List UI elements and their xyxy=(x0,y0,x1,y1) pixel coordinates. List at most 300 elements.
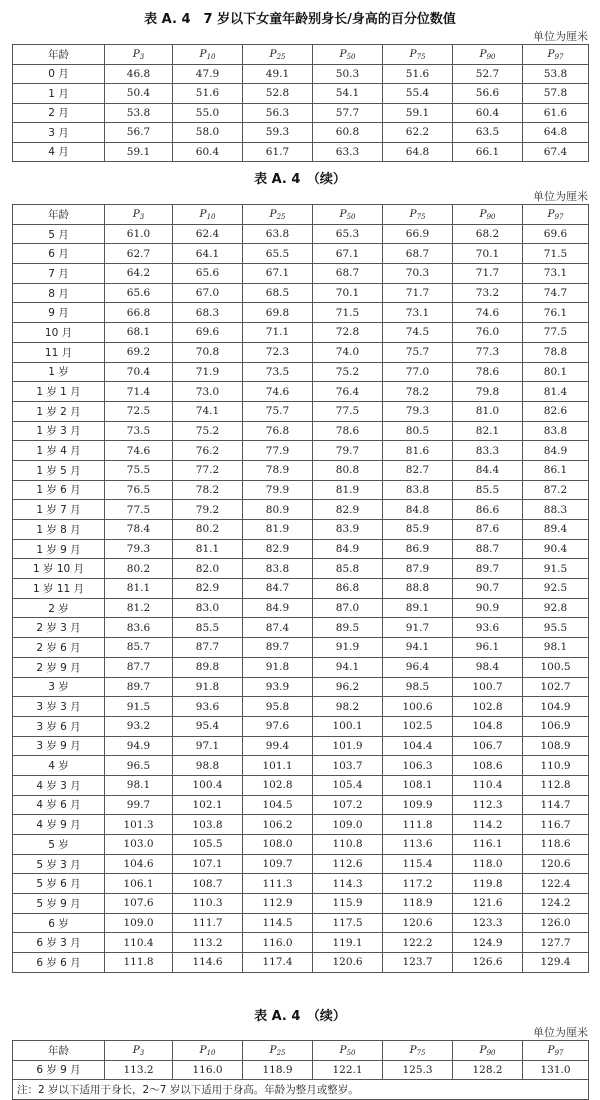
header-percentile: $P_{90}$ xyxy=(453,45,523,65)
value-cell: 104.4 xyxy=(383,736,453,756)
value-cell: 83.9 xyxy=(313,520,383,540)
value-cell: 78.6 xyxy=(313,421,383,441)
value-cell: 127.7 xyxy=(523,933,589,953)
value-cell: 122.4 xyxy=(523,874,589,894)
header-percentile: $P_{50}$ xyxy=(313,1041,383,1061)
value-cell: 74.6 xyxy=(105,441,173,461)
value-cell: 90.4 xyxy=(523,539,589,559)
value-cell: 64.1 xyxy=(173,244,243,264)
value-cell: 96.5 xyxy=(105,756,173,776)
header-percentile: $P_{97}$ xyxy=(523,1041,589,1061)
table-row xyxy=(13,480,589,500)
value-cell: 70.3 xyxy=(383,264,453,284)
value-cell: 107.1 xyxy=(173,854,243,874)
header-row xyxy=(13,1041,589,1061)
value-cell: 59.1 xyxy=(105,142,173,162)
value-cell: 73.1 xyxy=(523,264,589,284)
age-cell: 1 岁 11 月 xyxy=(13,579,105,599)
age-cell: 2 岁 xyxy=(13,598,105,618)
value-cell: 101.3 xyxy=(105,815,173,835)
value-cell: 119.8 xyxy=(453,874,523,894)
value-cell: 89.8 xyxy=(173,657,243,677)
value-cell: 81.2 xyxy=(105,598,173,618)
value-cell: 81.9 xyxy=(313,480,383,500)
value-cell: 109.7 xyxy=(243,854,313,874)
value-cell: 98.8 xyxy=(173,756,243,776)
header-percentile: $P_{10}$ xyxy=(173,205,243,225)
value-cell: 108.7 xyxy=(173,874,243,894)
value-cell: 117.5 xyxy=(313,913,383,933)
value-cell: 102.5 xyxy=(383,716,453,736)
value-cell: 111.8 xyxy=(105,953,173,973)
age-cell: 2 岁 9 月 xyxy=(13,657,105,677)
value-cell: 118.0 xyxy=(453,854,523,874)
value-cell: 122.1 xyxy=(313,1060,383,1080)
value-cell: 121.6 xyxy=(453,894,523,914)
value-cell: 74.5 xyxy=(383,323,453,343)
value-cell: 68.7 xyxy=(383,244,453,264)
value-cell: 72.8 xyxy=(313,323,383,343)
value-cell: 82.9 xyxy=(173,579,243,599)
table-row xyxy=(13,64,589,84)
header-age: 年龄 xyxy=(13,205,105,225)
value-cell: 51.6 xyxy=(383,64,453,84)
value-cell: 83.8 xyxy=(243,559,313,579)
value-cell: 114.2 xyxy=(453,815,523,835)
header-percentile: $P_3$ xyxy=(105,205,173,225)
value-cell: 74.6 xyxy=(453,303,523,323)
table-row xyxy=(13,775,589,795)
value-cell: 109.0 xyxy=(313,815,383,835)
value-cell: 104.6 xyxy=(105,854,173,874)
table2 xyxy=(12,204,589,973)
value-cell: 77.0 xyxy=(383,362,453,382)
value-cell: 79.7 xyxy=(313,441,383,461)
value-cell: 67.1 xyxy=(243,264,313,284)
value-cell: 65.6 xyxy=(105,283,173,303)
value-cell: 69.2 xyxy=(105,342,173,362)
value-cell: 124.2 xyxy=(523,894,589,914)
age-cell: 3 岁 xyxy=(13,677,105,697)
age-cell: 1 岁 10 月 xyxy=(13,559,105,579)
value-cell: 100.1 xyxy=(313,716,383,736)
value-cell: 77.5 xyxy=(105,500,173,520)
value-cell: 109.0 xyxy=(105,913,173,933)
header-percentile: $P_3$ xyxy=(105,45,173,65)
table-row xyxy=(13,244,589,264)
age-cell: 11 月 xyxy=(13,342,105,362)
table-row xyxy=(13,421,589,441)
value-cell: 89.7 xyxy=(243,638,313,658)
value-cell: 87.2 xyxy=(523,480,589,500)
value-cell: 67.0 xyxy=(173,283,243,303)
table-row xyxy=(13,382,589,402)
value-cell: 68.2 xyxy=(453,224,523,244)
value-cell: 87.7 xyxy=(105,657,173,677)
value-cell: 75.5 xyxy=(105,460,173,480)
value-cell: 82.7 xyxy=(383,460,453,480)
value-cell: 59.1 xyxy=(383,103,453,123)
value-cell: 53.8 xyxy=(105,103,173,123)
value-cell: 74.6 xyxy=(243,382,313,402)
age-cell: 1 岁 7 月 xyxy=(13,500,105,520)
value-cell: 108.1 xyxy=(383,775,453,795)
table-row xyxy=(13,657,589,677)
value-cell: 77.9 xyxy=(243,441,313,461)
value-cell: 65.5 xyxy=(243,244,313,264)
age-cell: 9 月 xyxy=(13,303,105,323)
value-cell: 66.8 xyxy=(105,303,173,323)
table-row xyxy=(13,933,589,953)
table1 xyxy=(12,44,589,162)
value-cell: 89.1 xyxy=(383,598,453,618)
header-percentile: $P_{10}$ xyxy=(173,45,243,65)
age-cell: 4 岁 9 月 xyxy=(13,815,105,835)
value-cell: 81.6 xyxy=(383,441,453,461)
table1-unit: 单位为厘米 xyxy=(533,30,588,43)
value-cell: 87.0 xyxy=(313,598,383,618)
age-cell: 3 岁 9 月 xyxy=(13,736,105,756)
header-percentile: $P_{97}$ xyxy=(523,45,589,65)
value-cell: 70.4 xyxy=(105,362,173,382)
value-cell: 64.8 xyxy=(383,142,453,162)
value-cell: 71.5 xyxy=(313,303,383,323)
value-cell: 77.5 xyxy=(523,323,589,343)
value-cell: 118.9 xyxy=(243,1060,313,1080)
value-cell: 79.2 xyxy=(173,500,243,520)
age-cell: 5 岁 9 月 xyxy=(13,894,105,914)
value-cell: 82.9 xyxy=(313,500,383,520)
value-cell: 59.3 xyxy=(243,123,313,143)
value-cell: 90.9 xyxy=(453,598,523,618)
value-cell: 96.4 xyxy=(383,657,453,677)
value-cell: 113.2 xyxy=(173,933,243,953)
value-cell: 112.9 xyxy=(243,894,313,914)
age-cell: 3 岁 6 月 xyxy=(13,716,105,736)
value-cell: 101.9 xyxy=(313,736,383,756)
value-cell: 97.1 xyxy=(173,736,243,756)
value-cell: 89.7 xyxy=(453,559,523,579)
table-row xyxy=(13,677,589,697)
value-cell: 87.9 xyxy=(383,559,453,579)
value-cell: 110.3 xyxy=(173,894,243,914)
value-cell: 78.2 xyxy=(173,480,243,500)
age-cell: 8 月 xyxy=(13,283,105,303)
value-cell: 81.0 xyxy=(453,401,523,421)
value-cell: 55.0 xyxy=(173,103,243,123)
value-cell: 88.3 xyxy=(523,500,589,520)
value-cell: 106.2 xyxy=(243,815,313,835)
value-cell: 85.5 xyxy=(453,480,523,500)
value-cell: 124.9 xyxy=(453,933,523,953)
value-cell: 62.7 xyxy=(105,244,173,264)
table2-title: 表 A. 4 （续） xyxy=(254,172,346,187)
value-cell: 99.4 xyxy=(243,736,313,756)
value-cell: 89.4 xyxy=(523,520,589,540)
table-row xyxy=(13,520,589,540)
value-cell: 89.5 xyxy=(313,618,383,638)
value-cell: 88.7 xyxy=(453,539,523,559)
value-cell: 93.6 xyxy=(453,618,523,638)
value-cell: 110.8 xyxy=(313,835,383,855)
table-row xyxy=(13,103,589,123)
value-cell: 80.5 xyxy=(383,421,453,441)
table-row xyxy=(13,283,589,303)
value-cell: 84.4 xyxy=(453,460,523,480)
table-row xyxy=(13,323,589,343)
value-cell: 100.6 xyxy=(383,697,453,717)
table3-title: 表 A. 4 （续） xyxy=(254,1009,346,1024)
age-cell: 2 岁 3 月 xyxy=(13,618,105,638)
value-cell: 80.2 xyxy=(105,559,173,579)
value-cell: 54.1 xyxy=(313,84,383,104)
value-cell: 87.6 xyxy=(453,520,523,540)
age-cell: 1 岁 6 月 xyxy=(13,480,105,500)
value-cell: 71.4 xyxy=(105,382,173,402)
value-cell: 60.4 xyxy=(173,142,243,162)
value-cell: 114.5 xyxy=(243,913,313,933)
value-cell: 64.8 xyxy=(523,123,589,143)
value-cell: 83.6 xyxy=(105,618,173,638)
value-cell: 108.0 xyxy=(243,835,313,855)
value-cell: 93.9 xyxy=(243,677,313,697)
value-cell: 81.4 xyxy=(523,382,589,402)
table-row xyxy=(13,913,589,933)
value-cell: 123.3 xyxy=(453,913,523,933)
value-cell: 74.0 xyxy=(313,342,383,362)
table-row xyxy=(13,1060,589,1080)
value-cell: 47.9 xyxy=(173,64,243,84)
value-cell: 77.2 xyxy=(173,460,243,480)
age-cell: 1 岁 2 月 xyxy=(13,401,105,421)
value-cell: 93.6 xyxy=(173,697,243,717)
value-cell: 85.8 xyxy=(313,559,383,579)
value-cell: 98.1 xyxy=(523,638,589,658)
value-cell: 117.4 xyxy=(243,953,313,973)
value-cell: 70.8 xyxy=(173,342,243,362)
value-cell: 81.9 xyxy=(243,520,313,540)
value-cell: 104.9 xyxy=(523,697,589,717)
header-percentile: $P_{25}$ xyxy=(243,205,313,225)
age-cell: 6 岁 9 月 xyxy=(13,1060,105,1080)
value-cell: 105.4 xyxy=(313,775,383,795)
table-row xyxy=(13,342,589,362)
value-cell: 126.0 xyxy=(523,913,589,933)
value-cell: 114.7 xyxy=(523,795,589,815)
age-cell: 2 月 xyxy=(13,103,105,123)
value-cell: 106.3 xyxy=(383,756,453,776)
value-cell: 95.4 xyxy=(173,716,243,736)
age-cell: 6 岁 6 月 xyxy=(13,953,105,973)
value-cell: 61.0 xyxy=(105,224,173,244)
value-cell: 106.7 xyxy=(453,736,523,756)
value-cell: 76.2 xyxy=(173,441,243,461)
header-age: 年龄 xyxy=(13,1041,105,1061)
value-cell: 107.2 xyxy=(313,795,383,815)
value-cell: 78.8 xyxy=(523,342,589,362)
value-cell: 107.6 xyxy=(105,894,173,914)
value-cell: 94.1 xyxy=(383,638,453,658)
value-cell: 75.7 xyxy=(383,342,453,362)
value-cell: 71.7 xyxy=(383,283,453,303)
table-row xyxy=(13,142,589,162)
value-cell: 111.8 xyxy=(383,815,453,835)
value-cell: 78.9 xyxy=(243,460,313,480)
value-cell: 68.1 xyxy=(105,323,173,343)
value-cell: 60.8 xyxy=(313,123,383,143)
value-cell: 66.9 xyxy=(383,224,453,244)
value-cell: 93.2 xyxy=(105,716,173,736)
value-cell: 76.4 xyxy=(313,382,383,402)
value-cell: 110.4 xyxy=(105,933,173,953)
value-cell: 46.8 xyxy=(105,64,173,84)
value-cell: 112.8 xyxy=(523,775,589,795)
value-cell: 68.5 xyxy=(243,283,313,303)
value-cell: 125.3 xyxy=(383,1060,453,1080)
value-cell: 71.7 xyxy=(453,264,523,284)
value-cell: 61.7 xyxy=(243,142,313,162)
value-cell: 77.5 xyxy=(313,401,383,421)
value-cell: 81.1 xyxy=(173,539,243,559)
table-row xyxy=(13,815,589,835)
value-cell: 58.0 xyxy=(173,123,243,143)
value-cell: 111.3 xyxy=(243,874,313,894)
value-cell: 104.8 xyxy=(453,716,523,736)
age-cell: 5 岁 xyxy=(13,835,105,855)
header-percentile: $P_{25}$ xyxy=(243,1041,313,1061)
value-cell: 52.7 xyxy=(453,64,523,84)
value-cell: 51.6 xyxy=(173,84,243,104)
value-cell: 60.4 xyxy=(453,103,523,123)
table-row xyxy=(13,460,589,480)
value-cell: 120.6 xyxy=(313,953,383,973)
value-cell: 103.0 xyxy=(105,835,173,855)
value-cell: 104.5 xyxy=(243,795,313,815)
value-cell: 108.6 xyxy=(453,756,523,776)
table-note: 注：2 岁以下适用于身长，2～7 岁以下适用于身高。年龄为整月或整岁。 xyxy=(13,1080,589,1100)
value-cell: 79.8 xyxy=(453,382,523,402)
value-cell: 87.7 xyxy=(173,638,243,658)
table3 xyxy=(12,1040,589,1100)
age-cell: 6 月 xyxy=(13,244,105,264)
table-row xyxy=(13,224,589,244)
value-cell: 75.2 xyxy=(173,421,243,441)
value-cell: 114.3 xyxy=(313,874,383,894)
value-cell: 100.4 xyxy=(173,775,243,795)
age-cell: 3 月 xyxy=(13,123,105,143)
value-cell: 123.7 xyxy=(383,953,453,973)
value-cell: 82.9 xyxy=(243,539,313,559)
value-cell: 117.2 xyxy=(383,874,453,894)
age-cell: 2 岁 6 月 xyxy=(13,638,105,658)
header-row xyxy=(13,45,589,65)
table2-unit: 单位为厘米 xyxy=(533,190,588,203)
value-cell: 62.2 xyxy=(383,123,453,143)
value-cell: 74.7 xyxy=(523,283,589,303)
value-cell: 71.1 xyxy=(243,323,313,343)
value-cell: 112.3 xyxy=(453,795,523,815)
table-row xyxy=(13,539,589,559)
value-cell: 68.3 xyxy=(173,303,243,323)
value-cell: 90.7 xyxy=(453,579,523,599)
value-cell: 89.7 xyxy=(105,677,173,697)
value-cell: 67.4 xyxy=(523,142,589,162)
value-cell: 100.7 xyxy=(453,677,523,697)
value-cell: 106.9 xyxy=(523,716,589,736)
value-cell: 73.5 xyxy=(105,421,173,441)
value-cell: 131.0 xyxy=(523,1060,589,1080)
value-cell: 76.1 xyxy=(523,303,589,323)
value-cell: 110.4 xyxy=(453,775,523,795)
table-row xyxy=(13,579,589,599)
value-cell: 85.9 xyxy=(383,520,453,540)
value-cell: 98.4 xyxy=(453,657,523,677)
header-percentile: $P_{25}$ xyxy=(243,45,313,65)
value-cell: 106.1 xyxy=(105,874,173,894)
value-cell: 80.1 xyxy=(523,362,589,382)
age-cell: 1 岁 3 月 xyxy=(13,421,105,441)
value-cell: 67.1 xyxy=(313,244,383,264)
value-cell: 79.3 xyxy=(105,539,173,559)
age-cell: 4 岁 xyxy=(13,756,105,776)
value-cell: 78.4 xyxy=(105,520,173,540)
age-cell: 6 岁 xyxy=(13,913,105,933)
value-cell: 91.7 xyxy=(383,618,453,638)
value-cell: 62.4 xyxy=(173,224,243,244)
table-row xyxy=(13,84,589,104)
table-row xyxy=(13,303,589,323)
value-cell: 110.9 xyxy=(523,756,589,776)
header-percentile: $P_{75}$ xyxy=(383,205,453,225)
value-cell: 69.6 xyxy=(173,323,243,343)
value-cell: 116.0 xyxy=(243,933,313,953)
value-cell: 120.6 xyxy=(523,854,589,874)
age-cell: 5 岁 6 月 xyxy=(13,874,105,894)
value-cell: 85.5 xyxy=(173,618,243,638)
value-cell: 84.8 xyxy=(383,500,453,520)
table-row xyxy=(13,716,589,736)
age-cell: 5 月 xyxy=(13,224,105,244)
table-row xyxy=(13,598,589,618)
value-cell: 75.7 xyxy=(243,401,313,421)
value-cell: 85.7 xyxy=(105,638,173,658)
value-cell: 115.4 xyxy=(383,854,453,874)
value-cell: 66.1 xyxy=(453,142,523,162)
value-cell: 80.2 xyxy=(173,520,243,540)
value-cell: 122.2 xyxy=(383,933,453,953)
value-cell: 78.6 xyxy=(453,362,523,382)
value-cell: 65.3 xyxy=(313,224,383,244)
table-row xyxy=(13,697,589,717)
value-cell: 102.7 xyxy=(523,677,589,697)
age-cell: 1 岁 4 月 xyxy=(13,441,105,461)
table-row xyxy=(13,123,589,143)
value-cell: 88.8 xyxy=(383,579,453,599)
table-row xyxy=(13,401,589,421)
age-cell: 1 月 xyxy=(13,84,105,104)
table-row xyxy=(13,894,589,914)
value-cell: 83.8 xyxy=(383,480,453,500)
value-cell: 73.0 xyxy=(173,382,243,402)
header-percentile: $P_3$ xyxy=(105,1041,173,1061)
value-cell: 128.2 xyxy=(453,1060,523,1080)
table-row xyxy=(13,874,589,894)
value-cell: 98.5 xyxy=(383,677,453,697)
value-cell: 105.5 xyxy=(173,835,243,855)
value-cell: 50.3 xyxy=(313,64,383,84)
value-cell: 126.6 xyxy=(453,953,523,973)
value-cell: 56.7 xyxy=(105,123,173,143)
